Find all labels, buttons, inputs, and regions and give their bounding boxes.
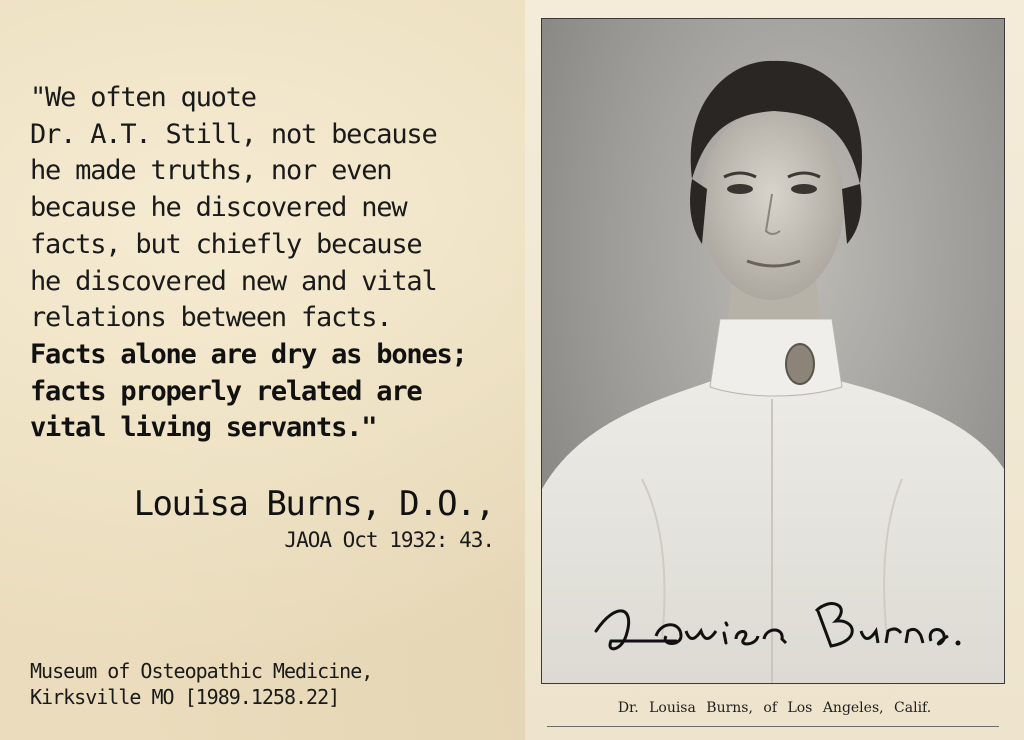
quote-line: relations between facts. <box>30 302 392 334</box>
quote-line: Dr. A.T. Still, not because <box>30 118 437 150</box>
photo-card <box>525 0 1024 740</box>
quote-line: because he discovered new <box>30 192 407 224</box>
museum-credit <box>30 658 372 710</box>
portrait-photo <box>541 18 1005 684</box>
signature <box>586 591 1005 671</box>
author-name: Louisa Burns, D.O., <box>133 484 494 524</box>
portrait-illustration <box>542 19 1004 683</box>
citation: JAOA Oct 1932: 43. <box>284 528 494 552</box>
caption-divider <box>547 726 999 727</box>
quote-line-emphasis: Facts alone are dry as bones; <box>30 338 467 370</box>
quote-line: facts, but chiefly because <box>30 228 422 260</box>
quote-block <box>30 80 530 447</box>
quote-line-emphasis: vital living servants." <box>30 412 377 444</box>
quote-line: "We often quote <box>30 82 256 113</box>
photo-caption: Dr. Louisa Burns, of Los Angeles, Calif. <box>617 700 932 716</box>
museum-line-1: Museum of Osteopathic Medicine, <box>30 659 373 683</box>
museum-line-2: Kirksville MO [1989.1258.22] <box>30 685 340 709</box>
quote-line: he discovered new and vital <box>30 265 437 297</box>
quote-line: he made truths, nor even <box>30 155 392 187</box>
quote-line-emphasis: facts properly related are <box>30 375 422 407</box>
attribution <box>134 484 494 552</box>
